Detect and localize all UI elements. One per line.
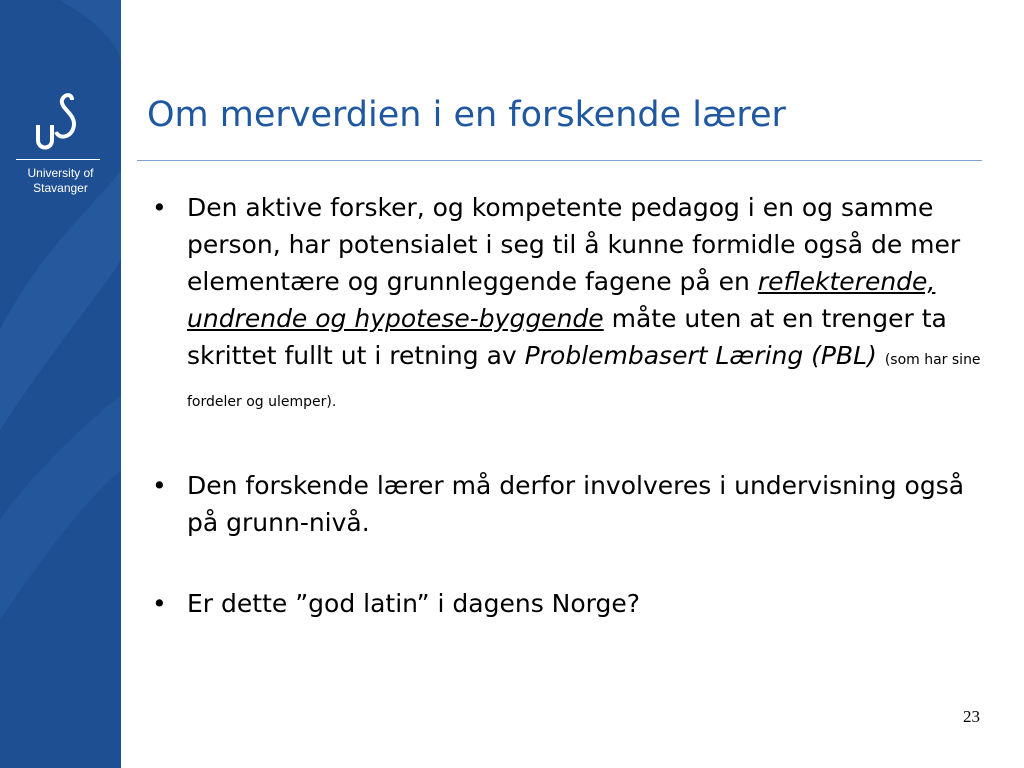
bullet-dot-icon: • xyxy=(152,471,167,500)
bullet-dot-icon: • xyxy=(152,589,167,618)
page-number: 23 xyxy=(963,707,980,726)
slide-body xyxy=(147,189,982,622)
bullet-list xyxy=(147,189,982,622)
bullet-item-2 xyxy=(147,467,982,541)
bullet-2-text: Den forskende lærer må derfor involveres i undervisning også på grunn-nivå. xyxy=(187,471,965,537)
logo-text-line2: Stavanger xyxy=(33,181,88,195)
bullet-1-italic: Problembasert Læring (PBL) xyxy=(524,341,877,370)
university-logo xyxy=(0,0,121,768)
bullet-1-emphasis: reflekterende, undrende og hypotese-byggende xyxy=(187,267,936,333)
bullet-item-1 xyxy=(147,189,982,421)
bullet-dot-icon: • xyxy=(152,193,167,222)
bullet-3-text: Er dette ”god latin” i dagens Norge? xyxy=(187,589,641,618)
bullet-1-text-cont: måte uten at en trenger ta skrittet fullt ut i retning av xyxy=(187,304,947,370)
bullet-item-3 xyxy=(147,585,982,622)
bullet-1-text: Den aktive forsker, og kompetente pedagog i en og samme person, har potensialet i seg til å kunne formidle også de mer elementære og grunnleggende fagene på en xyxy=(187,193,961,296)
title-divider xyxy=(137,160,982,161)
slide-title: Om merverdien i en forskende lærer xyxy=(147,95,786,135)
bullet-1-note: (som har sine fordeler og ulemper). xyxy=(187,352,981,410)
us-logo-mark xyxy=(0,0,121,160)
sidebar-band xyxy=(0,0,121,768)
logo-text-line1: University of xyxy=(27,166,94,180)
